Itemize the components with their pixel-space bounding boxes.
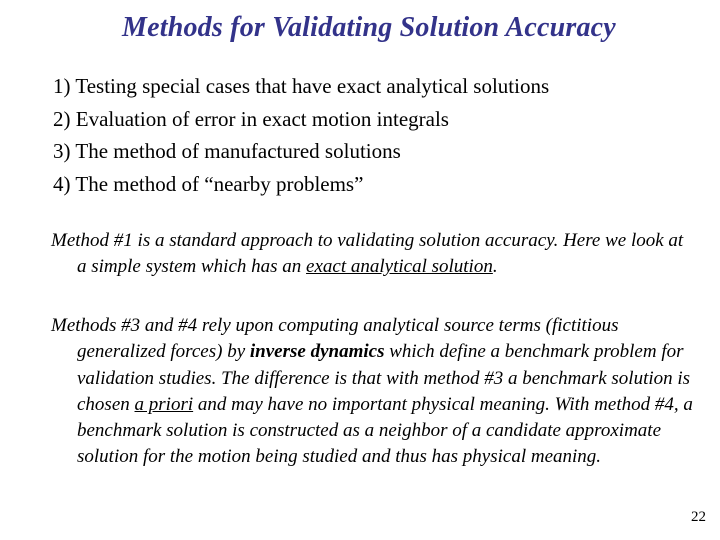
method-item: 4) The method of “nearby problems” <box>53 171 364 196</box>
paragraph-text: and may have no important physical meaning. With method #4, a benchmark solution is constructed as a neighbor of a candidate approximate solution for the motion being studied and thus has physical meaning. <box>77 393 693 468</box>
page-number: 22 <box>691 509 706 525</box>
method-item: 1) Testing special cases that have exact analytical solutions <box>53 74 550 98</box>
inverse-dynamics-text: inverse dynamics <box>249 341 385 363</box>
exact-analytical-solution-text: exact analytical solution <box>306 256 493 278</box>
a-priori-text: a priori <box>134 393 194 415</box>
methods-three-four-paragraph <box>51 313 697 471</box>
method-one-paragraph <box>51 228 697 281</box>
paragraph-text: which define a benchmark problem for validation studies. The difference is that with method #3 a benchmark solution is chosen <box>77 341 691 415</box>
method-item: 2) Evaluation of error in exact motion integrals <box>53 106 449 131</box>
slide-title: Methods for Validating Solution Accuracy <box>122 12 616 43</box>
paragraph-text: Method #1 is a standard approach to validating solution accuracy. Here we look at a simple system which has an <box>51 230 684 278</box>
methods-list <box>53 70 549 200</box>
paragraph-text: . <box>492 256 498 278</box>
paragraph-text: Methods #3 and #4 rely upon computing analytical source terms (fictitious generalized forces) by <box>51 315 619 363</box>
method-item: 3) The method of manufactured solutions <box>53 139 401 163</box>
